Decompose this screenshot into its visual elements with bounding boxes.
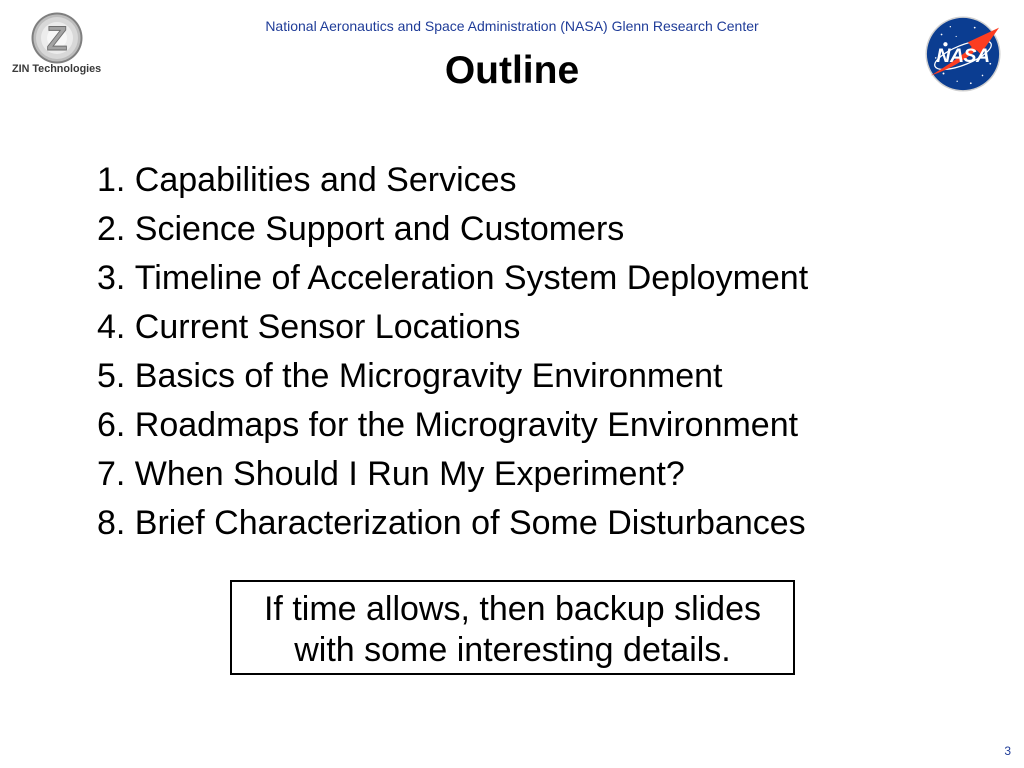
outline-list: [97, 156, 977, 548]
outline-item: [97, 254, 977, 303]
outline-item: [97, 499, 977, 548]
outline-item-text: Current Sensor Locations: [134, 308, 521, 346]
organization-header: National Aeronautics and Space Administration (NASA) Glenn Research Center: [265, 18, 759, 34]
backup-note-box: [230, 580, 795, 675]
outline-item-number: 4.: [97, 308, 126, 346]
outline-item: [97, 303, 977, 352]
outline-item-text: Brief Characterization of Some Disturbances: [134, 504, 806, 542]
outline-item-text: Science Support and Customers: [134, 210, 625, 248]
outline-item-number: 5.: [97, 357, 126, 395]
outline-item: [97, 401, 977, 450]
slide-title: Outline: [444, 49, 580, 92]
backup-note-line: If time allows, then backup slides: [263, 590, 762, 628]
outline-item: [97, 352, 977, 401]
outline-item-text: Roadmaps for the Microgravity Environment: [134, 406, 799, 444]
outline-item-number: 3.: [97, 259, 126, 297]
outline-item-number: 2.: [97, 210, 126, 248]
outline-item-text: Basics of the Microgravity Environment: [134, 357, 723, 395]
outline-item: [97, 450, 977, 499]
outline-item-text: Timeline of Acceleration System Deployment: [134, 259, 809, 297]
nasa-logo: [924, 15, 1002, 93]
outline-item: [97, 156, 977, 205]
nasa-logo-text: NASA: [936, 44, 990, 67]
outline-item-number: 1.: [97, 161, 126, 199]
outline-item-text: Capabilities and Services: [134, 161, 517, 199]
page-number: 3: [1004, 744, 1011, 758]
outline-item-number: 8.: [97, 504, 126, 542]
outline-item-number: 6.: [97, 406, 126, 444]
backup-note-line: with some interesting details.: [294, 631, 731, 669]
outline-item-number: 7.: [97, 455, 126, 493]
zin-logo-mark: Z: [46, 20, 68, 58]
outline-item: [97, 205, 977, 254]
zin-logo-name: ZIN Technologies: [12, 63, 102, 75]
outline-item-text: When Should I Run My Experiment?: [134, 455, 685, 493]
